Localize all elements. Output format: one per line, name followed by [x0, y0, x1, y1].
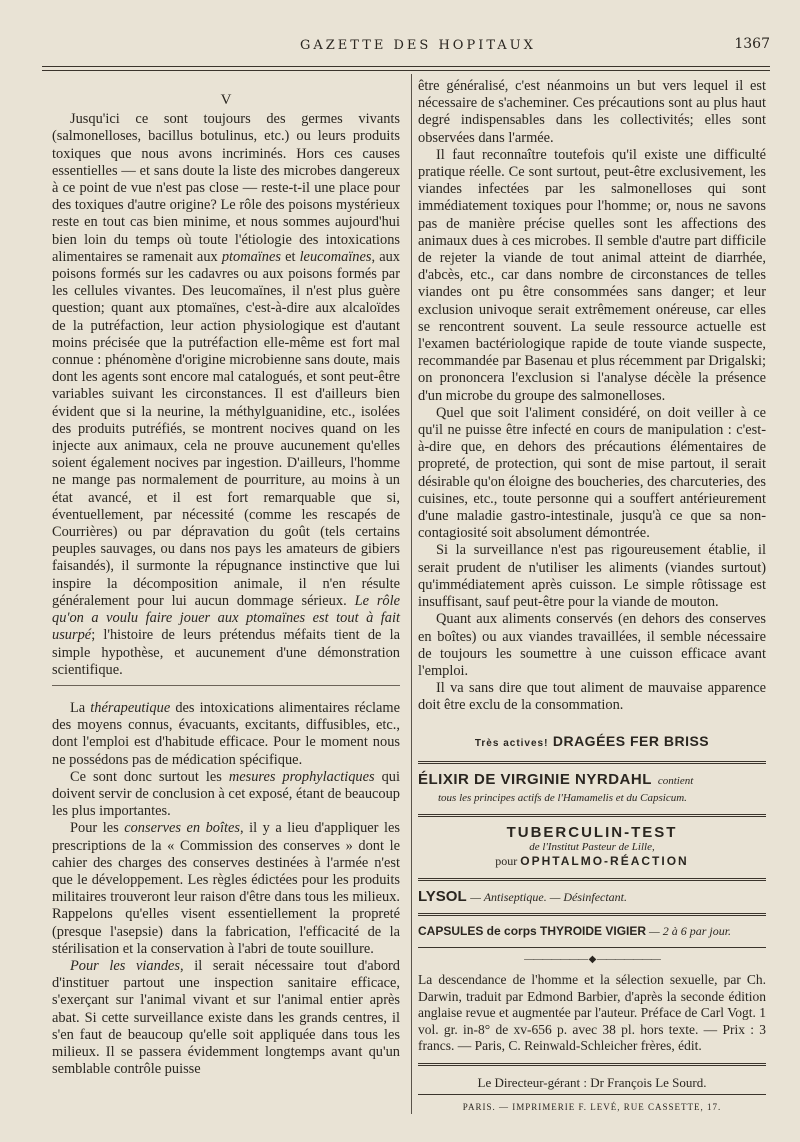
ad-rule [418, 814, 766, 817]
paragraph-manipulation: Quel que soit l'aliment considéré, on doit veiller à ce qu'il ne puisse être infecté en cours de manipulation : c'est-à-dire que, en dehors des précautions élémentaires de propreté, de protection, qui sont de mise partout, il serait désirable qu'on éloigne des boucheries, des charcuteries, des cuisines, etc., toute personne qui a souffert antérieurement d'une maladie gastro-intestinale, jusqu'à ce que sa non-contagiosité soit absolument démontrée. [418, 404, 766, 542]
paragraph-mauvaise-apparence: Il va sans dire que tout aliment de mauvaise apparence doit être exclu de la consommation. [418, 680, 766, 714]
header-rule-thin [42, 70, 770, 71]
ad-capsules-thyroide: CAPSULES de corps THYROIDE VIGIER — 2 à 6 par jour. [418, 923, 732, 938]
paragraph-ptomaines: Jusqu'ici ce sont toujours des germes vivants (salmonelloses, bacillus botulinus, etc.) ou leurs produits toxiques que nous avons incriminés. Hors ces causes essentielles — et sans doute la liste des microbes dangereux à ce point de vue n'est pas close — reste-t-il une place pour des toxiques d'autre origine? Le rôle des poisons mystérieux reste en tout cas bien minime, et nous sommes aujourd'hui bien loin du temps où toute l'étiologie des intoxications alimentaires se ramenait aux ptomaïnes et leucomaïnes, aux poisons formés sur les cadavres ou aux poisons formés par les cellules vivantes. Des leucomaïnes, il n'est plus guère question; quant aux ptomaïnes, c'est-à-dire aux alcaloïdes de la putréfaction, leur action physiologique est d'autant moins précisée que la putréfaction elle-même est fort mal connue : phénomène d'origine microbienne sans doute, mais dont les agents sont encore mal catalogués, et sont peut-être variables suivant les circonstances. Il est d'ailleurs bien évident que si la neurine, la méthylguanidine, etc., isolées des produits putréfiés, se montrent nocives quand on les injecte aux animaux, cela ne prouve aucunement qu'elles soient également nocives par ingestion. D'ailleurs, l'homme ne mange pas normalement de pourriture, au moins à un état avancé, et il est fort remarquable que si, éventuellement, par nécessité (comme les rescapés de Courrières) ou par dépravation du goût (tels certains peuples sauvages, ou dans nos pays les amateurs de gibiers faisandés), il surmonte la répugnance instinctive que lui inspire la décomposition animale, il n'en résulte généralement pour lui aucun dommage sérieux. Le rôle qu'on a voulu faire jouer aux ptomaïnes est tout à fait usurpé; l'histoire de leurs prétendus méfaits tient de la simple hypothèse, et aucunement d'une démonstration scientifique. [52, 111, 401, 678]
ad-dragees-fer-briss: Très actives! DRAGÉES FER BRISS [474, 732, 710, 749]
journal-title: GAZETTE DES HOPITAUX [300, 38, 536, 53]
footer-rule [418, 1063, 766, 1066]
director-line: Le Directeur-gérant : Dr François Le Sourd. [477, 1074, 707, 1090]
footer-rule-thin [418, 1094, 766, 1095]
paragraph-viandes: Pour les viandes, il serait nécessaire tout d'abord d'instituer partout une inspection sanitaire efficace, s'exerçant sur l'animal vivant et sur l'animal entier après abat. Si cette surveillance existe dans les grands centres, il s'en faut de beaucoup qu'elle soit appliquée dans tous les milieux. Il se passera évidemment longtemps avant qu'un semblable contrôle puisse [52, 957, 400, 1078]
running-head [0, 38, 800, 60]
page-number: 1367 [734, 36, 770, 52]
right-column [418, 78, 766, 1116]
book-title: La descendance de l'homme et la sélection sexuelle, [418, 972, 718, 988]
paragraph-conserves: Pour les conserves en boîtes, il y a lieu d'appliquer les prescriptions de la « Commission des conserves » dont le cahier des charges des conserves destinées à l'armée n'est que le développement. Les règles édictées pour les produits militaires trouveront leur raison d'être dans tous les milieux. Rappelons qu'elles visent essentiellement la propreté (presque l'asepsie) dans la fabrication, l'efficacité de la stérilisation et la conservation à l'abri de toute souillure. [52, 820, 400, 957]
ad-rule [418, 878, 766, 881]
column-divider [411, 74, 412, 1114]
paragraph-prophylaxie: Ce sont donc surtout les mesures prophylactiques qui doivent servir de conclusion à cet exposé, étant de beaucoup les plus importantes. [52, 768, 400, 820]
section-number: V [220, 92, 232, 108]
section-separator [52, 685, 400, 692]
paragraph-continuation: être généralisé, c'est néanmoins un but vers lequel il est nécessaire de s'acheminer. Ces précautions sont au plus haut degré indispensables dans les collectivités; elles sont observées dans l'armée. [418, 78, 766, 146]
book-details: par Ch. Darwin, traduit par Edmond Barbier, d'après la seconde édition anglaise revue et augmentée par l'auteur. Préface de Carl Vogt. 1 vol. gr. in-8° de xv-656 p. avec 38 pl. hors texte. — Prix : 3 francs. — Paris, C. Reinwald-Schleicher frères, édit. [418, 972, 767, 1054]
ad-lysol: LYSOL — Antiseptique. — Désinfectant. [418, 887, 628, 905]
advertisements [418, 727, 766, 1117]
paragraph-surveillance: Si la surveillance n'est pas rigoureusement établie, il serait prudent de n'utiliser les aliments (viandes surtout) qu'immédiatement après cuisson. Le simple rôtissage est insuffisant, sauf peut-être pour la viande de mouton. [418, 542, 766, 611]
ornament-divider: ——————— ◆ ——————— [524, 953, 660, 965]
header-rule [42, 66, 770, 67]
left-column [52, 78, 400, 1078]
paragraph-aliments-conserves: Quant aux aliments conservés (en dehors des conserves en boîtes) ou aux viandes travaillées, il semble nécessaire de toujours les soumettre à une cuisson efficace avant l'emploi. [418, 611, 766, 679]
printer-line: PARIS. — IMPRIMERIE F. LEVÉ, RUE CASSETTE, 17. [462, 1101, 722, 1112]
book-notice [418, 972, 766, 1055]
paragraph-therapeutique: La thérapeutique des intoxications alimentaires réclame des moyens connus, évacuants, excitants, diffusibles, etc., dont l'emploi est d'habitude efficace. Pour le moment nous ne possédons pas de médication spécifique. [52, 699, 400, 768]
ad-tuberculin-test: TUBERCULIN-TEST de l'Institut Pasteur de Lille, pour OPHTALMO-RÉACTION [495, 824, 689, 869]
ad-elixir-virginie: ÉLIXIR DE VIRGINIE NYRDAHL contient tous les principes actifs de l'Hamamelis et du Capsicum. [418, 770, 694, 804]
ad-rule [418, 761, 766, 764]
ad-rule [418, 947, 766, 948]
ad-rule [418, 913, 766, 916]
paragraph-difficulte: Il faut reconnaître toutefois qu'il existe une difficulté pratique réelle. Ce sont surtout, peut-être exclusivement, les viandes infectées par les salmonelloses qui sont immédiatement toxiques pour l'homme; or, nous ne savons pas de manière précise quelles sont les affections des animaux dues à ces microbes. Il semble d'autre part difficile de rejeter la viande de tout animal atteint de diarrhée, d'abcès, etc., car dans nombre de circonstances de telles viandes ont pu être consommées sans danger; et leur exclusion univoque serait extrêmement onéreuse, car elles se rencontrent souvent. La seule ressource actuelle est l'examen bactériologique rapide de toute viande suspecte, recommandée par Basenau et plus récemment par Drigalski; on prononcera l'exclusion si l'analyse décèle la présence d'un microbe du groupe des salmonelloses. [418, 146, 766, 404]
